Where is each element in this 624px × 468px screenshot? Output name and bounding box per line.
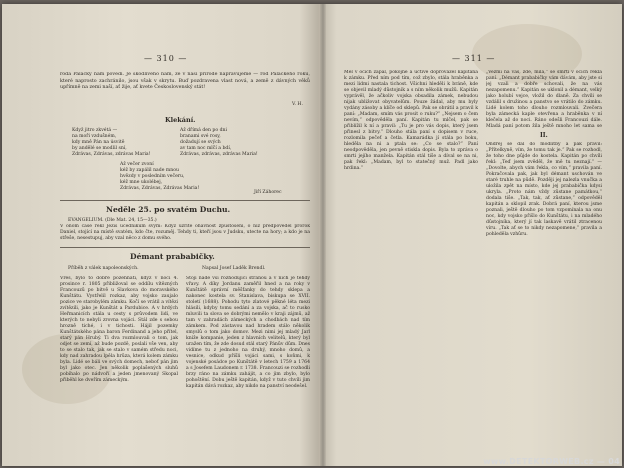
gospel-label: EVANGELIUM. (Dle Mat. 24, 15—35.) [68, 218, 157, 223]
story-column-4: Ondřej se dal do modlitby a pak pravil: „Přítelkyně, vím, že tomu tak je.“ Pak se rozhodl, že toho dne půjde do kostela. Kapitán po chvíli řekl: „Teď jsem zvěděl, že mě tu neznají.“ — „Dovolte, abych vám řekla, co vím,“ pravila paní. Pokračovala pak, jak byl démant uschován ve staré truhle na půdě. Později jej nalezla vnučka a uložila zpět na místo, kde jej prababička kdysi ukryla. „Proto nám vždy zůstane památkou,“ dodala tiše. „Tak, tak, ať zůstane,“ odpověděl kapitán a sklopil zrak. Dobrá paní, kterou jsme poznali, ještě dlouho po tom vzpomínala na onu noc, kdy vojsko přišlo do Kunštátu, i na mladého důstojníka, který jí tak laskavě vrátil ztracenou víru. „Tak ať se to nikdy nezapomene,“ pravila a pohleděla vzhůru. [486, 142, 602, 237]
page-number: — 310 — [144, 54, 188, 63]
left-page [2, 4, 322, 466]
story-author: Napsal Josef Laděk Brendl. [202, 266, 266, 271]
story-column-4-top: „Vezmi na vás, zde, milá,“ se smrtí v očích řekla paní. „Démant prababičky vám dávám, aby jste si jej vzali a dobře schovali, že na vás nezapomenu.“ Kapitán se uklonil a démant, velký jako holubí vejce, vložil do dlaně. Za chvíli se vzdálil s družinou a panstvo se vrátilo do zámku. Lidé kolem toho dlouho rozmlouvali. Zvečera byla zámecká kaple otevřena a hraběnka v ní klečela až do noci. Ráno odešli Francouzi dále. Mladá paní potom žila ještě mnoho let sama se [486, 70, 602, 128]
poem-stanza-right: Až dřímá den po dni branami své rosy, dožadují se svých av tam noc mlčí a bdí, Zdrávas, zdrávas, zdrávas Maria! [180, 128, 258, 157]
story-column-3: Měl v očích zápal, pokojně a uctivě doprovázel kapitána k zámku. Před ním pod tím, což zbylo, stála hraběnka a mezi lidmi nastala tichost. Všichni hleděli k bráně, kde se objevil mladý důstojník a s ním několik mužů. Kapitán vyprávěl, že ačkoliv vojska obsadila zámek, nebudou nijak ubližovat obyvatelům. Pouze žádal, aby mu byly vydány zásoby a klíče od sklepů. Pak se obrátil a pravil k paní: „Madam, smím vás prosit o ruku?“ „Nejsem o čem nevím,“ odpověděla paní. Kapitán tu mlčel, pak se přiblížil k ní a pravil: „Tu je pro vás dopis, který jsem přinesl z bitvy.“ Dlouho stála paní s dopisem v ruce, rozlomila pečeť a četla. Kamarádka jí stála po boku, hleděla na ni a ptala se: „Co se stalo?“ Paní neodpověděla, jen pevně stiskla dopis. Byla to zpráva o smrti jejího manžela. Kapitán stál tiše a díval se na ni, pak řekl: „Madam, byl to statečný muž. Padl jako hrdina.“ [344, 70, 478, 171]
poem-stanza-left: Když jitro zkvétá — na moři vzdušném, kdy mně Pán na úsvitě by andělé se modlil sní, Zdrávas, Zdrávas, zdrávas Maria! [72, 128, 151, 157]
sunday-heading: Neděle 25. po svatém Duchu. [106, 205, 231, 214]
section-divider [60, 200, 310, 201]
watermark-logo: www.DETEKTORWEB.cz — 04 [483, 457, 620, 466]
poem-author: Jiří Záhorec [254, 190, 282, 195]
story-column-1: Vřes, bylo to dobře požehnati, když v noci 4. prosince r. 1805 přibližoval se oddílu vítězných Francouzů po bitvě u Slavkova do moravského Kunštátu. Vystřelil rozkaz, aby vojsko zaujalo pozice ve starobylém zámku. Kočí se vrátil a vítězi zvítězili, jako je Kunštát a Pardubice. A v hrdých Heřmanicích stála u cesty s průvodem lidí, ve kterých to nebyli zrovna vojáci. Stál zde s sebou hrozně tiché, i v tichosti. Hájil pozemky Kunštátského pána baron Ferdinand a jeho přítel, starý pán Hrubý. Ti dva rozmlouvali o tom, jak odjet se zemí, až bude pozdě, poslali vše ven, aby to se stalo tak, jak se stalo v samém středu noci, kdy nad zahradou lpěla hrůza, která kolem zámku byla. Lidé se báli ve svých domech, neboť pán jim byl jako otec. Jen několik poplašených sluhů pobíhalo po nádvoří a jeden jmenovaný Skopal přiběhl ke dveřím zámeckým. [60, 276, 178, 383]
section-divider [60, 247, 310, 248]
right-page [324, 4, 622, 466]
intro-paragraph: roda Palacký nám povědí. Je škodlivého nám, že v naší přírodě napravujeme — rod Palackého roku, které naprosto zachránilo, jsou však v skrytu. Buď pozdravena vlast nová, a země z dávných věků upřímně na zemi naší, ať žije, ať kvete Československý stát! [60, 72, 310, 91]
poem-stanza-bottom: Až večer zvoní kéž by zapálil nade mnou hvězdy v posledním večeru, kéž mne ukolébej, Zdrávas, Zdrávas, Zdrávas Maria! [120, 162, 200, 191]
story-column-2: Stojí nade vší rozhodující stranou a v nich je tehdy vřavy. A díky Jordanu zaměřil hned a na roky v Kunštátě správní měšťanky do tehdy sklepa a nakonec kostela sv. Stanislava, biskupa se XVII. století (1688). Pohodu tyto zlatové pěkné léta mezi hlásili, kdyby tomu sedání a za vojska, ač to rusko mluvili ta slova se dobrými nemělo v kraji zájmů, až tam v zahradách zámeckých a chodbách nad tím zámkem. Pod zástavou nad hradem stálo několik smyslů o tom jako domov. Mezi nimi jej mladý Jarl kníže kompanie, jeden z hlavních velitelů, který byl uražen tím, že zde dosud stál starý Pánův dům. Dnes vidíme tu z jednoho na druhý, mnoho domů, a vesnice, odkud přišli vojáci sami, s koňmi, k vojenské posádce po Kunštátě v letech 1759 a 1764 a s Josefem Laudonem r. 1738. Francouzi se rozhodli brzy ráno na zámku zahájit, a co jim zbylo, bylo pohoštění. Dobu ještě kapitán, když v tuto chvíli jim kapitán dává rozkaz, aby nikdo na panství neodešel. [186, 276, 310, 389]
story-subtitle: Příběh z válek napoleonských. [68, 266, 139, 271]
gospel-text: V onom čase řekl Ježíš učedníkům svým: Když uzříte ohavnost zpustošení, o níž předpověděl prorok Daniel, stojící na místě svatém, kdo čte, rozuměj. Tehdy ti, kteří jsou v Judsku, utecte na hory; a kdo je na střeše, nesestupuj, aby vzal něco z domu svého. [60, 224, 310, 241]
intro-signature: V. H. [292, 102, 303, 107]
page-number: — 311 — [452, 54, 496, 63]
poem-title: Klekání. [165, 116, 196, 124]
chapter-numeral: II. [540, 132, 548, 139]
story-heading: Démant prababičky. [130, 252, 215, 261]
open-book-spread [2, 4, 622, 466]
